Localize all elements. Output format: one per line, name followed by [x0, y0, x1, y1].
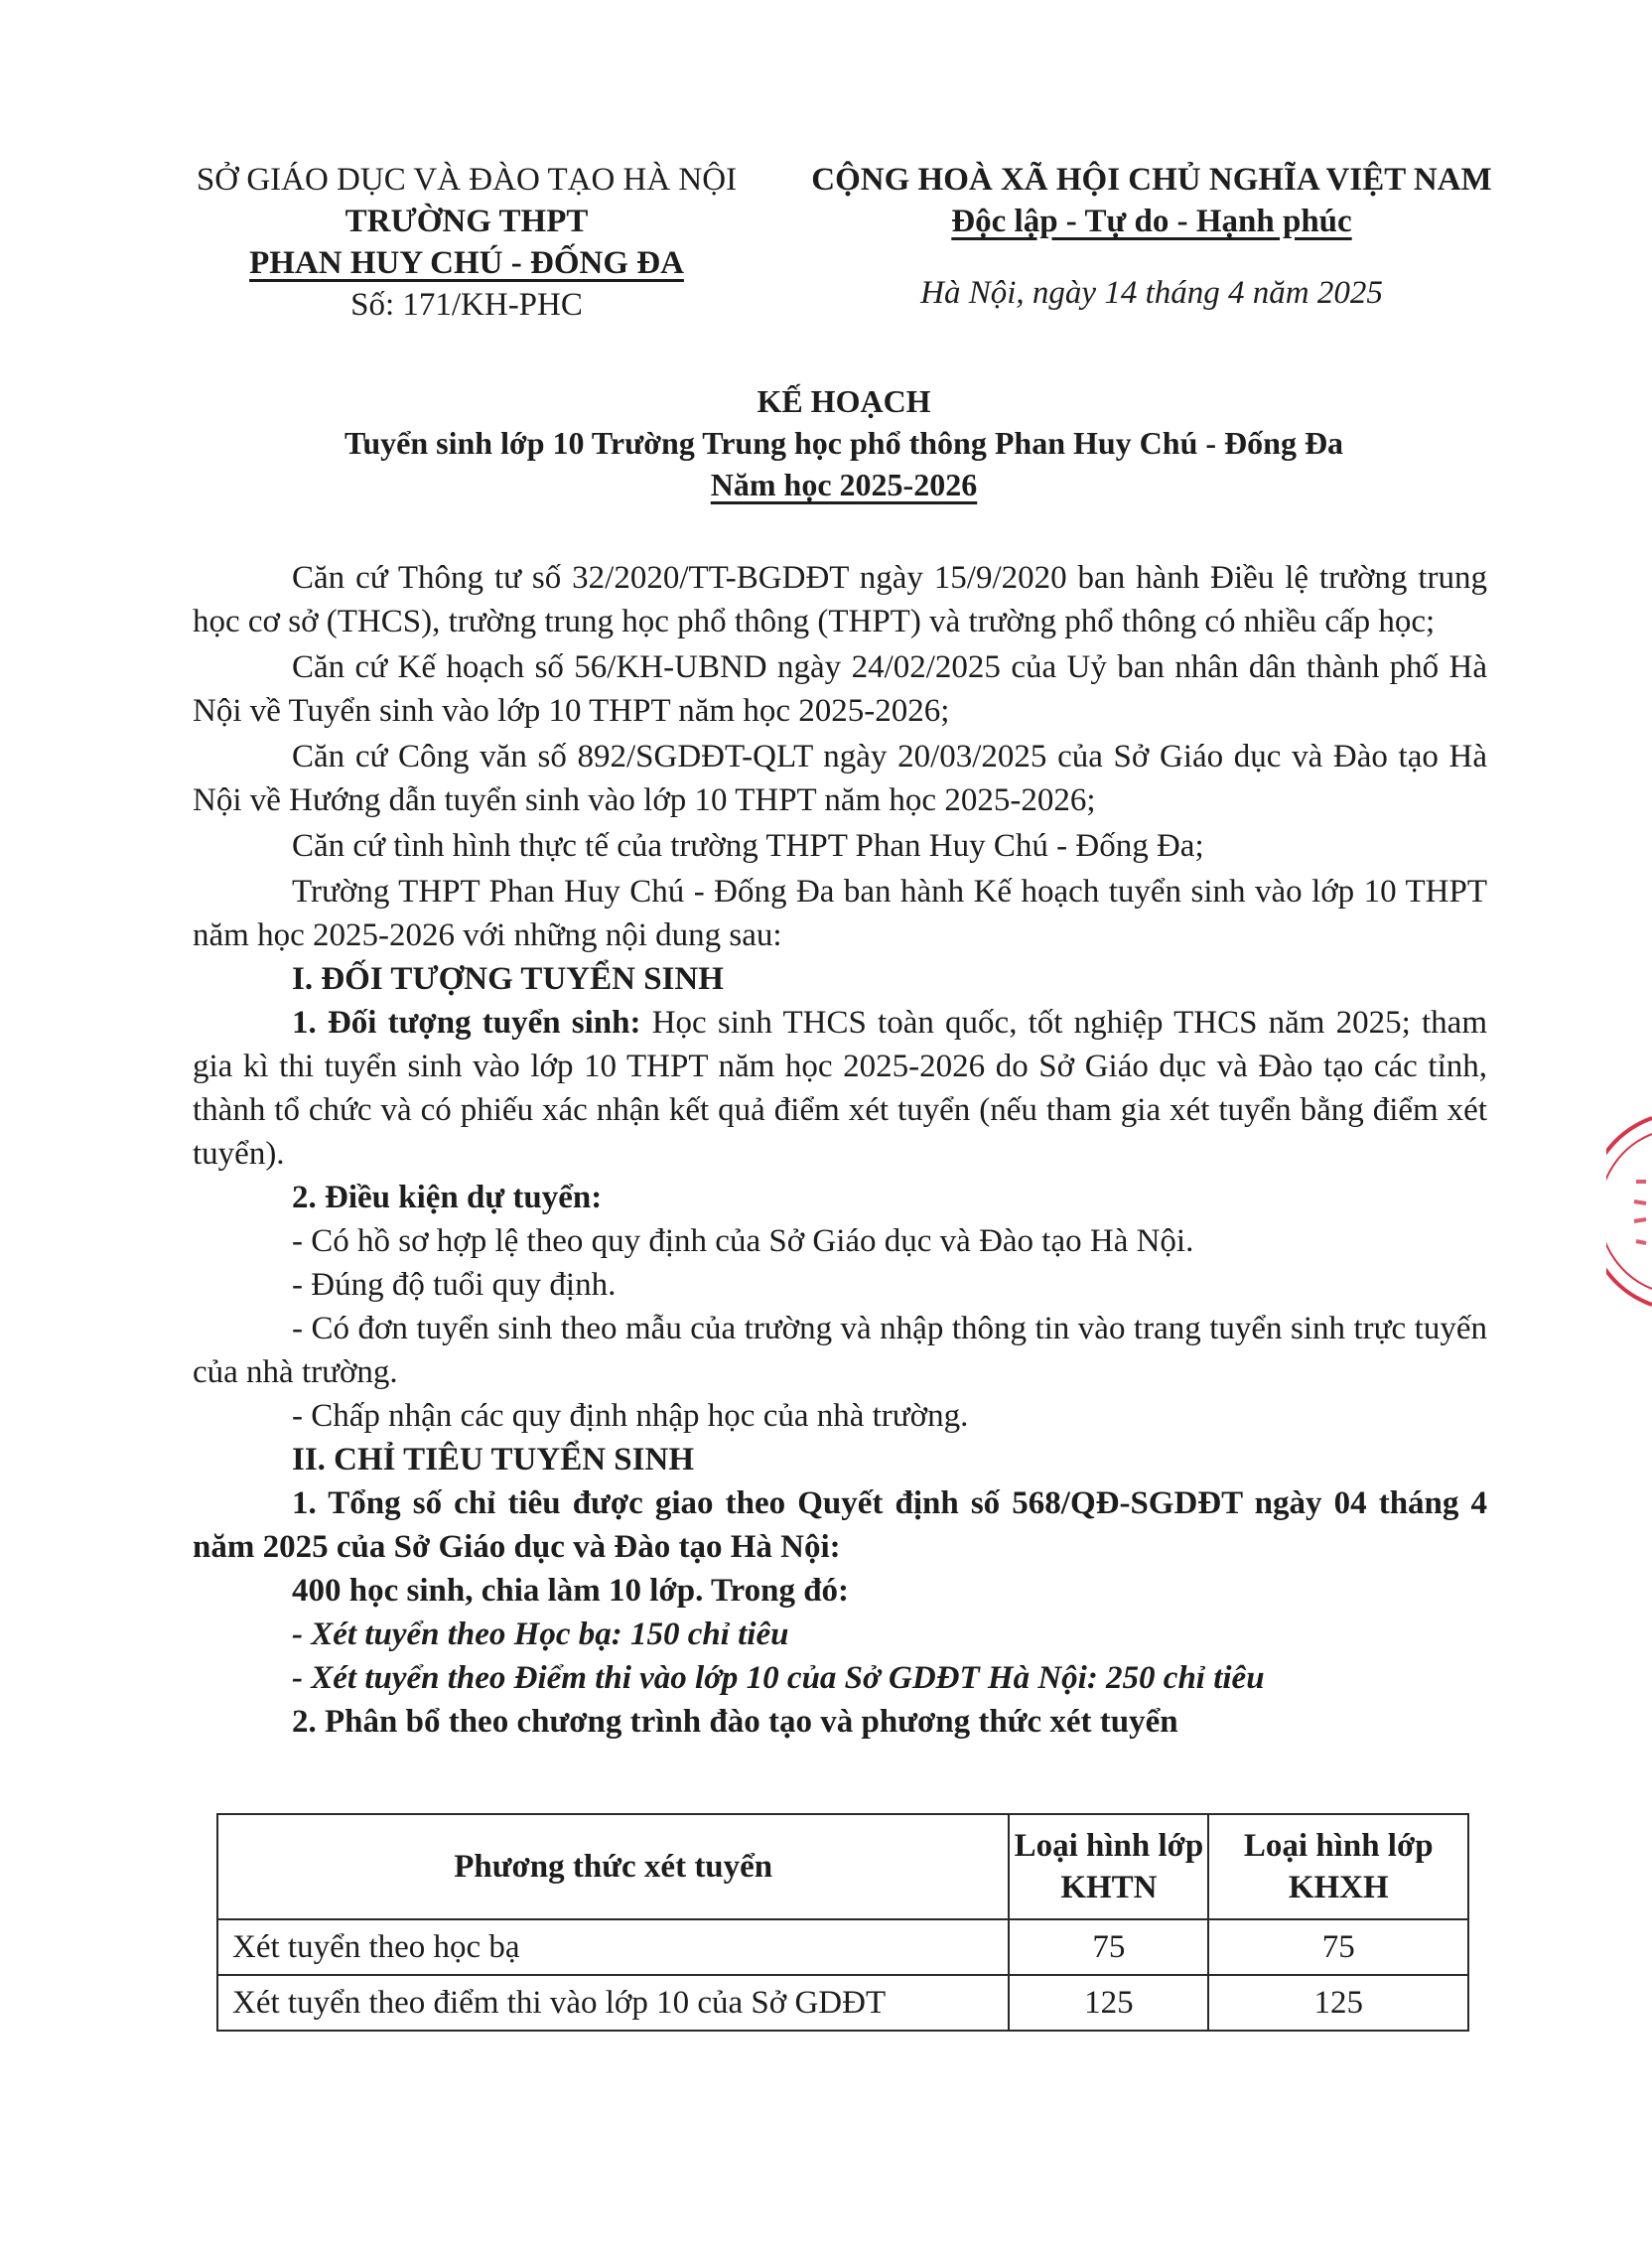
paragraph-basis-2: Căn cứ Kế hoạch số 56/KH-UBND ngày 24/02/2025 của Uỷ ban nhân dân thành phố Hà Nội về Tuyển sinh vào lớp 10 THPT năm học 2025-2026;: [193, 649, 1487, 729]
table-cell: Xét tuyển theo học bạ: [217, 1919, 1009, 1975]
section-1-1-text: Học sinh THCS toàn quốc, tốt nghiệp THCS năm 2025; tham gia kì thi tuyển sinh vào lớp 10 THPT năm học 2025-2026 do Sở Giáo dục và Đào tạo các tỉnh, thành tổ chức và có phiếu xác nhận kết quả điểm xét tuyển (nếu tham gia xét tuyển bằng điểm xét tuyển).: [193, 1005, 1487, 1172]
quota-exam: - Xét tuyển theo Điểm thi vào lớp 10 của Sở GDĐT Hà Nội: 250 chỉ tiêu: [292, 1660, 1265, 1696]
table-cell: Xét tuyển theo điểm thi vào lớp 10 của Sở GDĐT: [217, 1975, 1009, 2031]
condition-item: - Chấp nhận các quy định nhập học của nhà trường.: [292, 1398, 969, 1434]
nation-name: CỘNG HOÀ XÃ HỘI CHỦ NGHĨA VIỆT NAM: [811, 162, 1492, 198]
quota-summary: 400 học sinh, chia làm 10 lớp. Trong đó:: [292, 1573, 850, 1609]
national-motto: Độc lập - Tự do - Hạnh phúc: [951, 204, 1352, 239]
section-1-1-label: 1. Đối tượng tuyển sinh:: [292, 1005, 641, 1041]
issuer-block: [129, 159, 804, 326]
condition-item: - Có hồ sơ hợp lệ theo quy định của Sở Giáo dục và Đào tạo Hà Nội.: [292, 1223, 1194, 1259]
table-row: [217, 1975, 1468, 2031]
table-header: Phương thức xét tuyển: [217, 1814, 1009, 1919]
section-1-2-heading: 2. Điều kiện dự tuyển:: [292, 1180, 603, 1215]
section-2-heading: II. CHỈ TIÊU TUYỂN SINH: [292, 1442, 694, 1477]
table-cell: 75: [1208, 1919, 1468, 1975]
section-2-1-heading: 1. Tổng số chỉ tiêu được giao theo Quyết định số 568/QĐ-SGDĐT ngày 04 tháng 4 năm 2025 của Sở Giáo dục và Đào tạo Hà Nội:: [193, 1485, 1487, 1565]
quota-transcript: - Xét tuyển theo Học bạ: 150 chỉ tiêu: [292, 1617, 789, 1652]
section-1-1-paragraph: [193, 1001, 1487, 1176]
quota-table: [216, 1813, 1469, 2032]
table-cell: 75: [1009, 1919, 1208, 1975]
issuer-school-line1: TRƯỜNG THPT: [344, 204, 589, 239]
paragraph-basis-4: Căn cứ tình hình thực tế của trường THPT Phan Huy Chú - Đống Đa;: [292, 828, 1204, 864]
table-header: Loại hình lớp KHXH: [1208, 1814, 1468, 1919]
condition-item: - Đúng độ tuổi quy định.: [292, 1267, 617, 1303]
section-1-heading: I. ĐỐI TƯỢNG TUYỂN SINH: [292, 961, 724, 997]
table-cell: 125: [1009, 1975, 1208, 2031]
document-title: [149, 380, 1539, 505]
paragraph-intro: Trường THPT Phan Huy Chú - Đống Đa ban hành Kế hoạch tuyển sinh vào lớp 10 THPT năm học 2025-2026 với những nội dung sau:: [193, 874, 1487, 953]
table-header-row: [217, 1814, 1468, 1919]
title-line-1: KẾ HOẠCH: [757, 383, 931, 419]
issuer-org: SỞ GIÁO DỤC VÀ ĐÀO TẠO HÀ NỘI: [196, 162, 738, 198]
table-header: Loại hình lớp KHTN: [1009, 1814, 1208, 1919]
national-header: [784, 159, 1519, 314]
issuer-school-line2: PHAN HUY CHÚ - ĐỐNG ĐA: [249, 245, 684, 281]
section-2-2-heading: 2. Phân bổ theo chương trình đào tạo và phương thức xét tuyển: [292, 1704, 1178, 1740]
document-body: [193, 556, 1487, 1744]
document-number: Số: 171/KH-PHC: [350, 287, 583, 323]
title-line-3: Năm học 2025-2026: [710, 467, 978, 502]
paragraph-basis-1: Căn cứ Thông tư số 32/2020/TT-BGDĐT ngày 15/9/2020 ban hành Điều lệ trường trung học cơ sở (THCS), trường trung học phổ thông (THPT) và trường phổ thông có nhiều cấp học;: [193, 560, 1487, 639]
document-date: Hà Nội, ngày 14 tháng 4 năm 2025: [920, 275, 1383, 311]
table-row: [217, 1919, 1468, 1975]
condition-item: - Có đơn tuyển sinh theo mẫu của trường và nhập thông tin vào trang tuyển sinh trực tuyến của nhà trường.: [193, 1311, 1487, 1390]
title-line-2: Tuyển sinh lớp 10 Trường Trung học phổ thông Phan Huy Chú - Đống Đa: [344, 425, 1344, 461]
stamp-fragment-icon: [1606, 1112, 1652, 1311]
paragraph-basis-3: Căn cứ Công văn số 892/SGDĐT-QLT ngày 20/03/2025 của Sở Giáo dục và Đào tạo Hà Nội về Hướng dẫn tuyển sinh vào lớp 10 THPT năm học 2025-2026;: [193, 739, 1487, 818]
table-cell: 125: [1208, 1975, 1468, 2031]
